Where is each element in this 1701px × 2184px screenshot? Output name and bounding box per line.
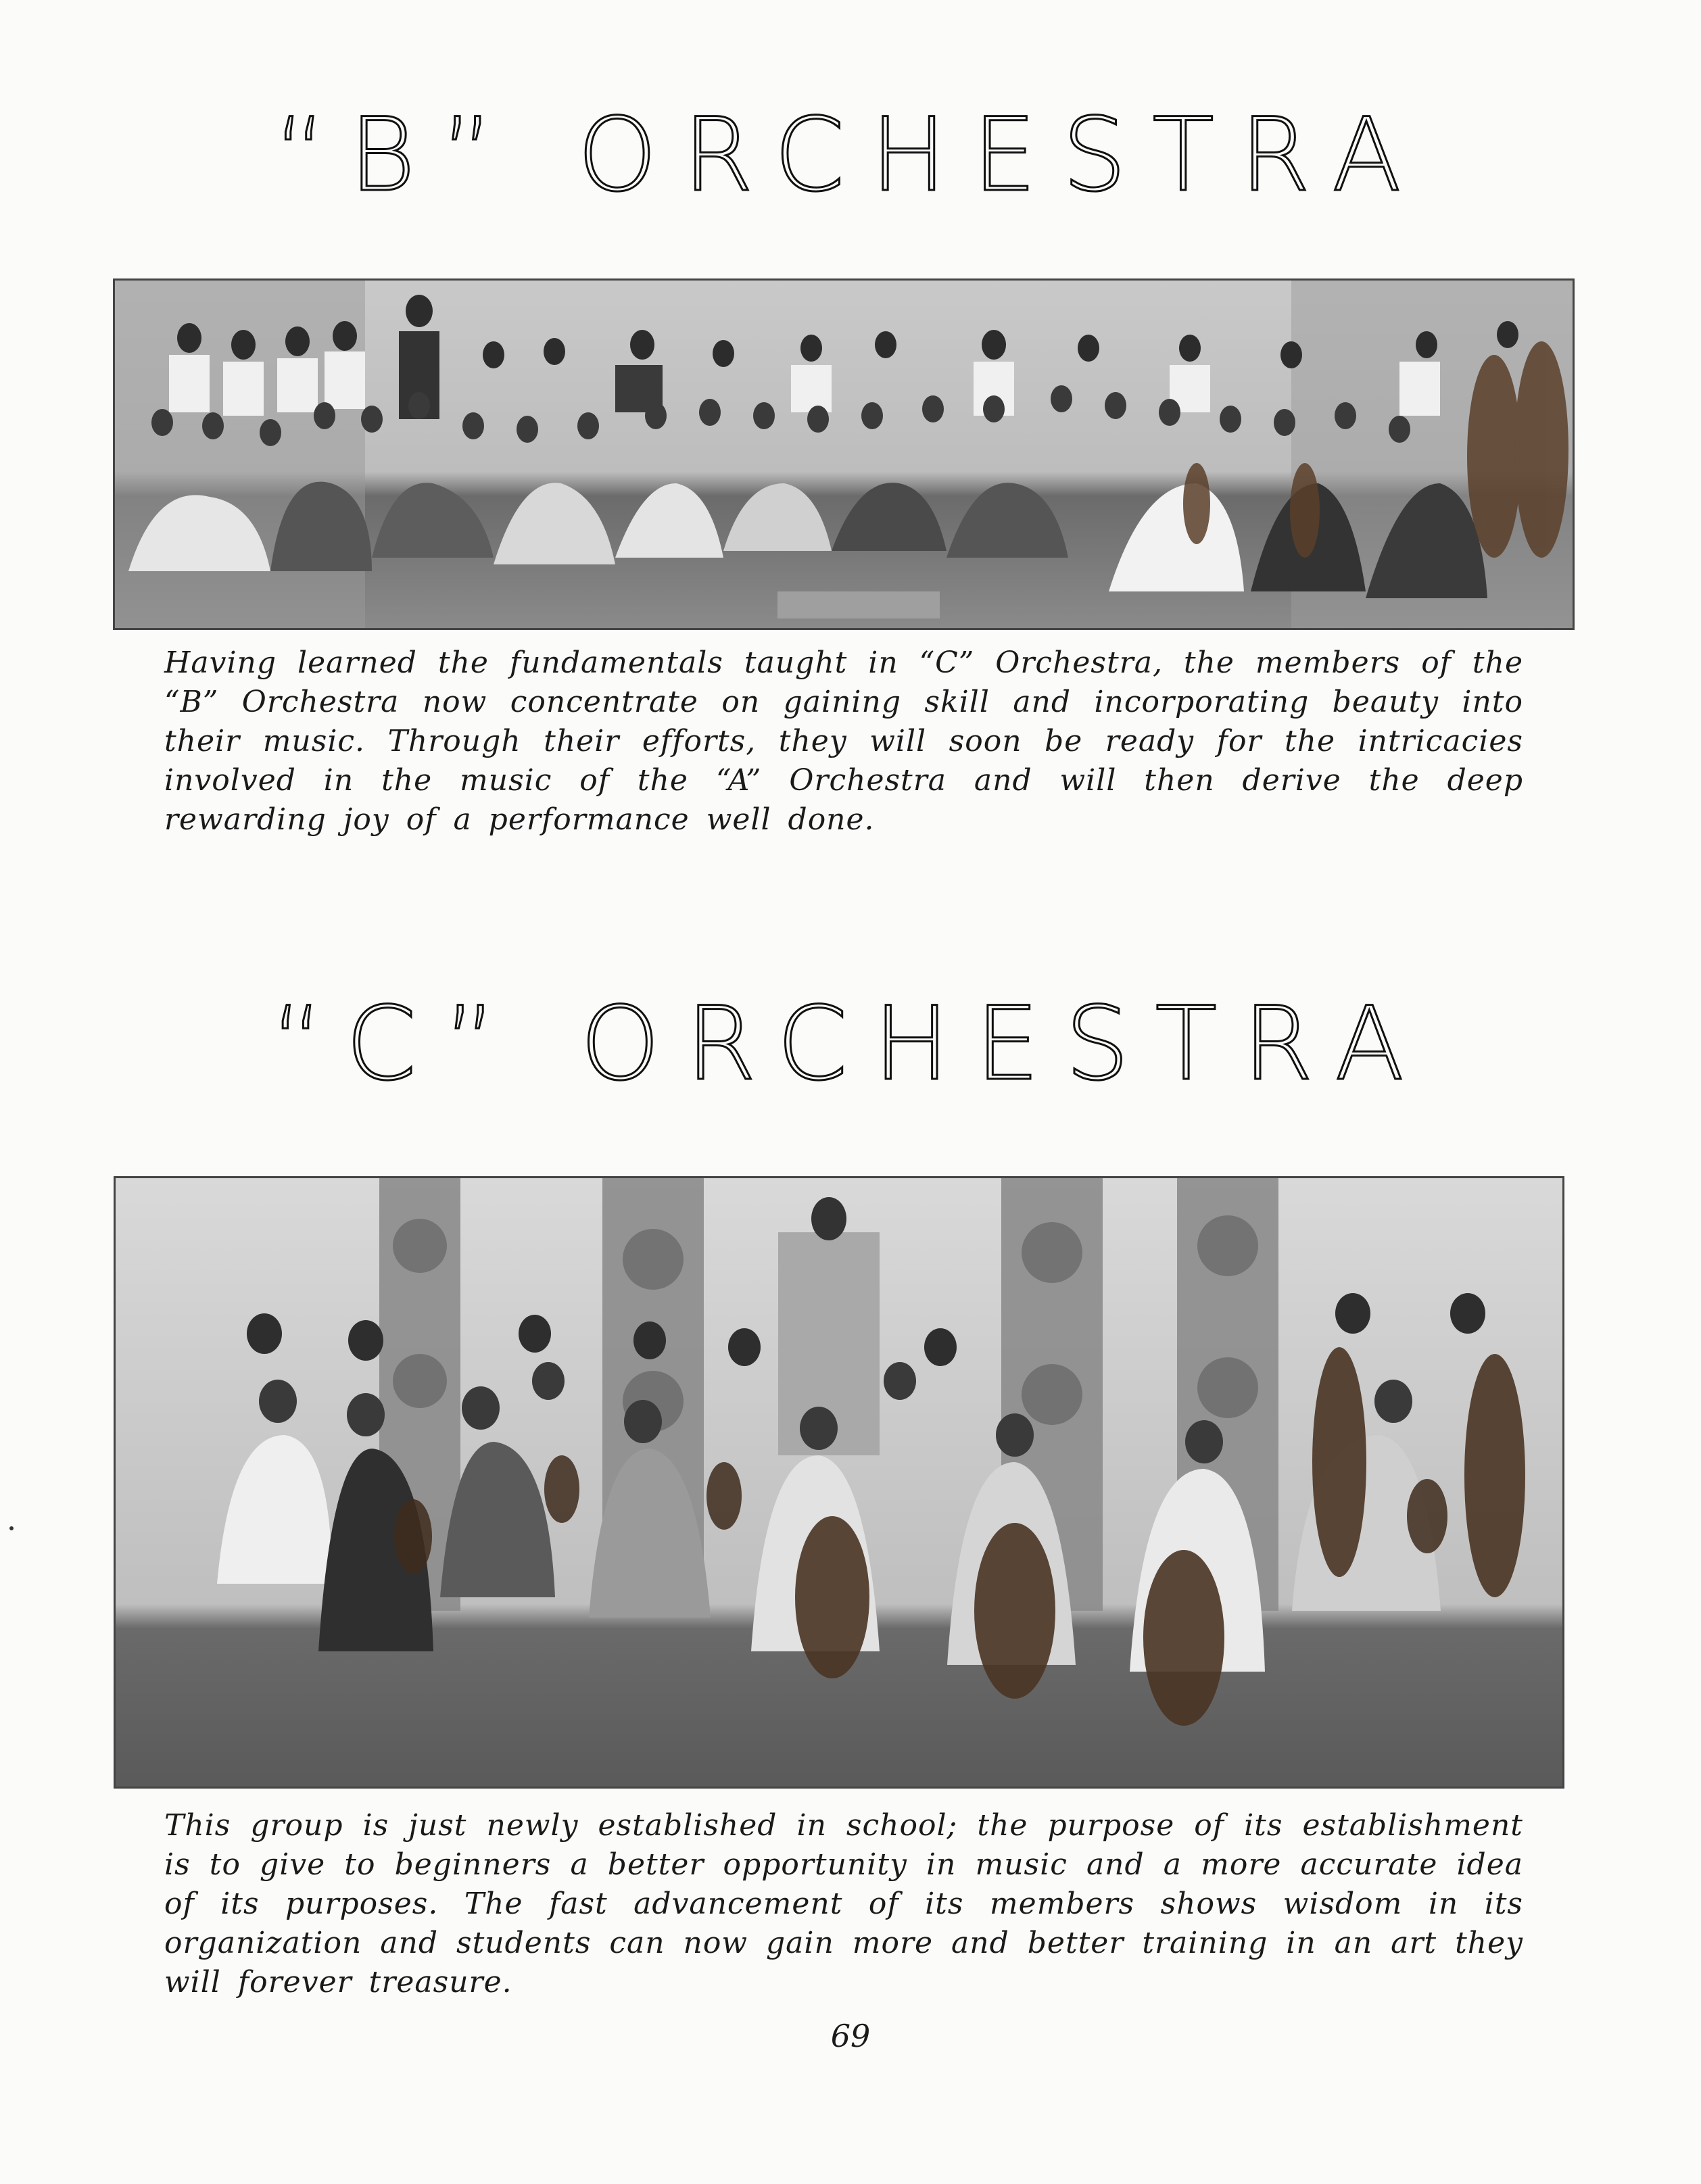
margin-dot: [9, 1526, 14, 1530]
group-photo-icon: [116, 1178, 1562, 1787]
group-photo-icon: [115, 281, 1573, 628]
c-orchestra-photo: [114, 1176, 1564, 1789]
b-orchestra-title: “B” ORCHESTRA: [274, 97, 1427, 214]
c-orchestra-title: “C” ORCHESTRA: [271, 986, 1430, 1103]
page-number: 69: [830, 2018, 871, 2054]
c-orchestra-caption: This group is just newly established in school; the purpose of its establishment is to give to beginners a better opportunity in music and a more accurate idea of its purposes. The fast advancement of its members shows wisdom in its organization and students can now gain more and better training in an art they will forever treasure.: [164, 1808, 1523, 1999]
b-orchestra-photo: [113, 278, 1575, 630]
b-orchestra-caption: Having learned the fundamentals taught in “C” Orchestra, the members of the “B” Orchestra now concentrate on gaining skill and incorporating beauty into their music. Through their efforts, they will soon be ready for the intricacies involved in the music of the “A” Orchestra and will then derive the deep rewarding joy of a performance well done.: [164, 646, 1523, 837]
